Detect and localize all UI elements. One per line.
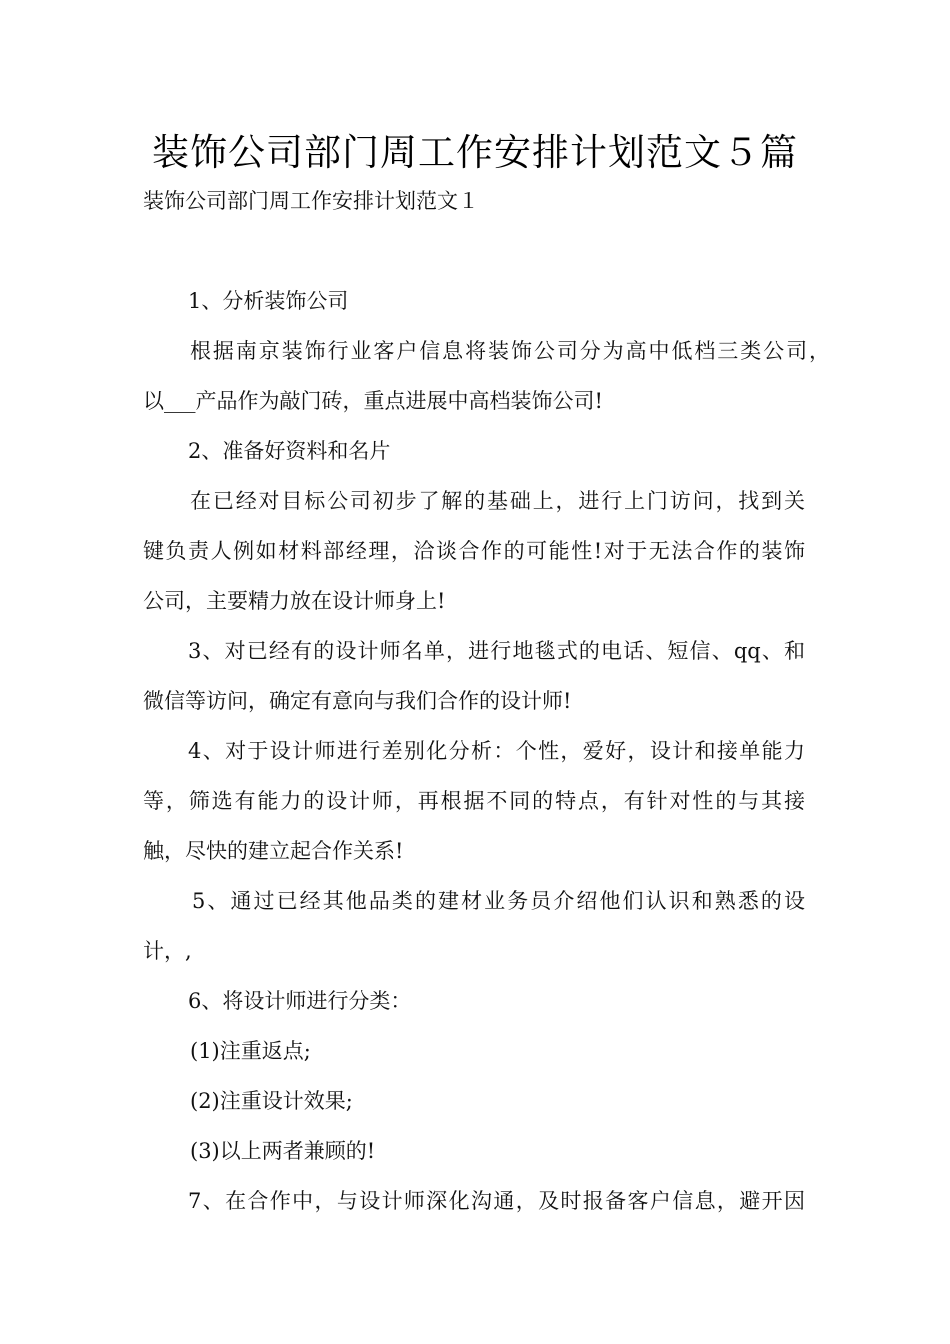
paragraph-line: 键负责人例如材料部经理，洽谈合作的可能性!对于无法合作的装饰: [143, 539, 805, 563]
paragraph-line: 微信等访问，确定有意向与我们合作的设计师!: [143, 689, 572, 713]
section-heading-6: 6、将设计师进行分类：: [188, 989, 412, 1013]
paragraph-line: 触，尽快的建立起合作关系!: [143, 839, 404, 863]
paragraph-line: 4、对于设计师进行差别化分析：个性，爱好，设计和接单能力: [188, 739, 805, 763]
paragraph-line: 以___产品作为敲门砖，重点进展中高档装饰公司!: [143, 389, 603, 413]
list-item: (3)以上两者兼顾的!: [190, 1139, 376, 1163]
list-item: (1)注重返点;: [190, 1039, 311, 1063]
paragraph-line: 5、通过已经其他品类的建材业务员介绍他们认识和熟悉的设: [192, 889, 805, 913]
paragraph-line: 7、在合作中，与设计师深化沟通，及时报备客户信息，避开因: [188, 1189, 805, 1213]
paragraph-line: 3、对已经有的设计师名单，进行地毯式的电话、短信、qq、和: [188, 639, 805, 663]
document-subtitle: 装饰公司部门周工作安排计划范文１: [143, 189, 479, 213]
paragraph-line: 公司，主要精力放在设计师身上!: [143, 589, 446, 613]
section-heading-1: 1、分析装饰公司: [188, 289, 349, 313]
paragraph-line: 根据南京装饰行业客户信息将装饰公司分为高中低档三类公司，: [190, 339, 830, 363]
section-heading-2: 2、准备好资料和名片: [188, 439, 391, 463]
paragraph-line: 在已经对目标公司初步了解的基础上，进行上门访问，找到关: [190, 489, 805, 513]
paragraph-line: 等，筛选有能力的设计师，再根据不同的特点，有针对性的与其接: [143, 789, 805, 813]
paragraph-line: 计，,: [143, 939, 192, 963]
list-item: (2)注重设计效果;: [190, 1089, 353, 1113]
document-title: 装饰公司部门周工作安排计划范文５篇: [152, 131, 798, 174]
